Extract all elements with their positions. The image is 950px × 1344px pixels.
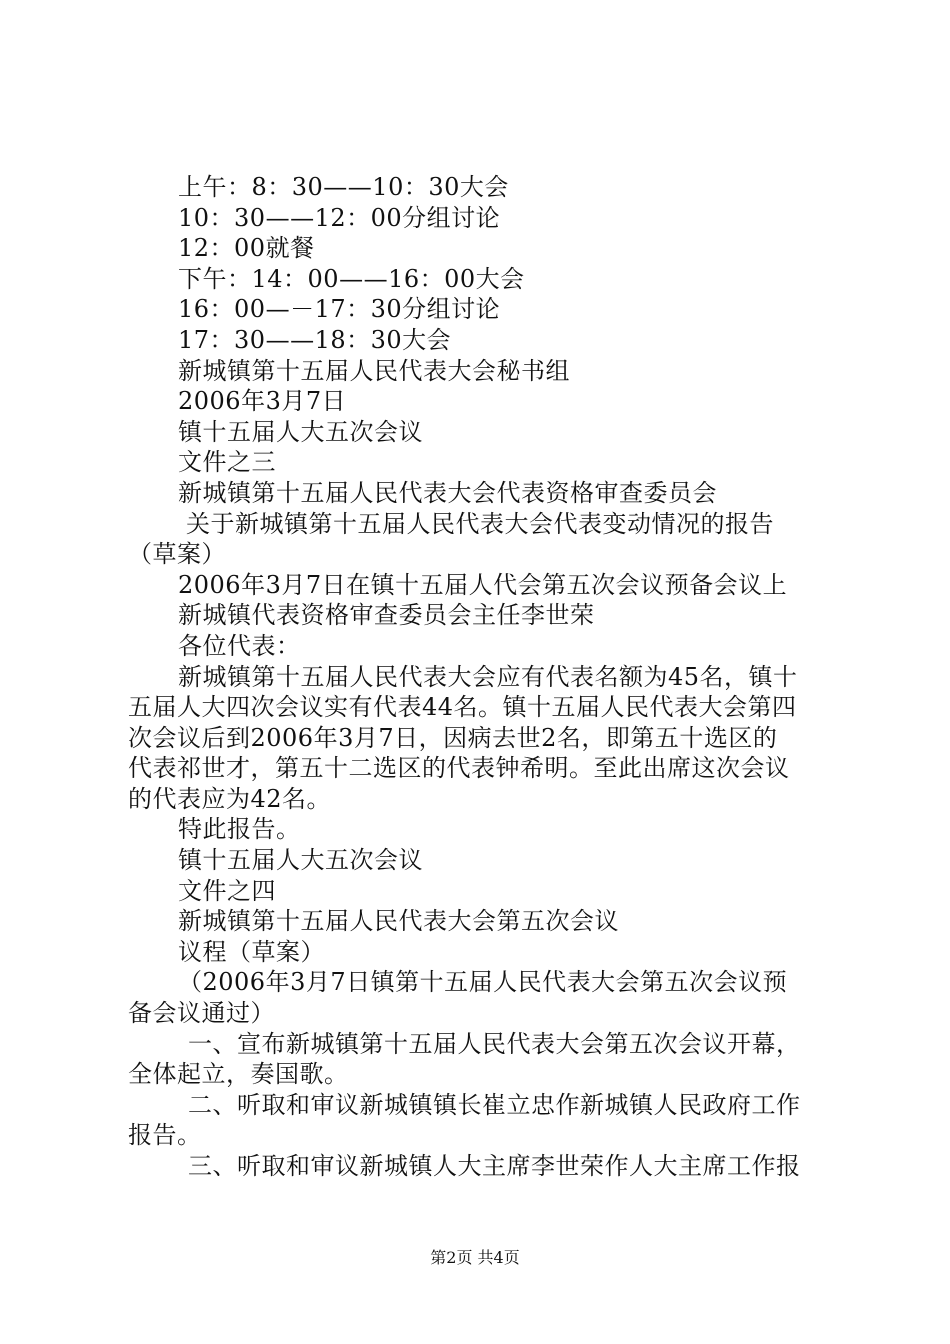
text-line: 下午：14：00——16：00大会	[178, 264, 525, 293]
text-line: 全体起立，奏国歌。	[128, 1060, 349, 1089]
text-line: 17：30——18：30大会	[178, 325, 452, 354]
text-line: 特此报告。	[178, 815, 301, 844]
text-line: 2006年3月7日	[178, 387, 347, 416]
document-body	[128, 172, 832, 1182]
text-line: 报告。	[128, 1121, 202, 1150]
text-line: 议程（草案）	[178, 937, 325, 966]
text-line: 新城镇第十五届人民代表大会应有代表名额为45名，镇十	[178, 662, 798, 691]
text-line: 镇十五届人大五次会议	[178, 846, 423, 875]
text-line: 三、听取和审议新城镇人大主席李世荣作人大主席工作报	[188, 1152, 801, 1180]
text-line: 16：00—－17：30分组讨论	[178, 295, 501, 324]
text-line: 新城镇第十五届人民代表大会代表资格审查委员会	[178, 478, 717, 507]
text-line: 备会议通过）	[128, 999, 275, 1028]
text-line: 一、宣布新城镇第十五届人民代表大会第五次会议开幕，	[188, 1029, 801, 1058]
text-line: 次会议后到2006年3月7日，因病去世2名，即第五十选区的	[128, 723, 778, 752]
text-line: 关于新城镇第十五届人民代表大会代表变动情况的报告	[186, 509, 774, 538]
text-line: 五届人大四次会议实有代表44名。镇十五届人民代表大会第四	[128, 693, 797, 722]
text-line: 新城镇代表资格审查委员会主任李世荣	[178, 601, 595, 630]
text-line: 文件之三	[178, 448, 276, 477]
text-line: 新城镇第十五届人民代表大会第五次会议	[178, 907, 619, 936]
text-line: 2006年3月7日在镇十五届人代会第五次会议预备会议上	[178, 570, 788, 599]
text-line: 二、听取和审议新城镇镇长崔立忠作新城镇人民政府工作	[188, 1090, 801, 1119]
text-line: 各位代表：	[178, 631, 301, 660]
text-line: 镇十五届人大五次会议	[178, 417, 423, 446]
text-line: 文件之四	[178, 876, 276, 905]
text-line: 12：00就餐	[178, 234, 315, 263]
text-line: 上午：8：30——10：30大会	[178, 173, 509, 201]
text-line: （2006年3月7日镇第十五届人民代表大会第五次会议预	[178, 968, 788, 997]
text-line: 10：30——12：00分组讨论	[178, 203, 501, 232]
text-line: 的代表应为42名。	[128, 784, 332, 813]
text-line: 新城镇第十五届人民代表大会秘书组	[178, 356, 570, 385]
text-line: 代表祁世才，第五十二选区的代表钟希明。至此出席这次会议	[128, 754, 790, 783]
page-footer: 第2页 共4页	[430, 1248, 520, 1267]
text-line: （草案）	[128, 540, 226, 569]
